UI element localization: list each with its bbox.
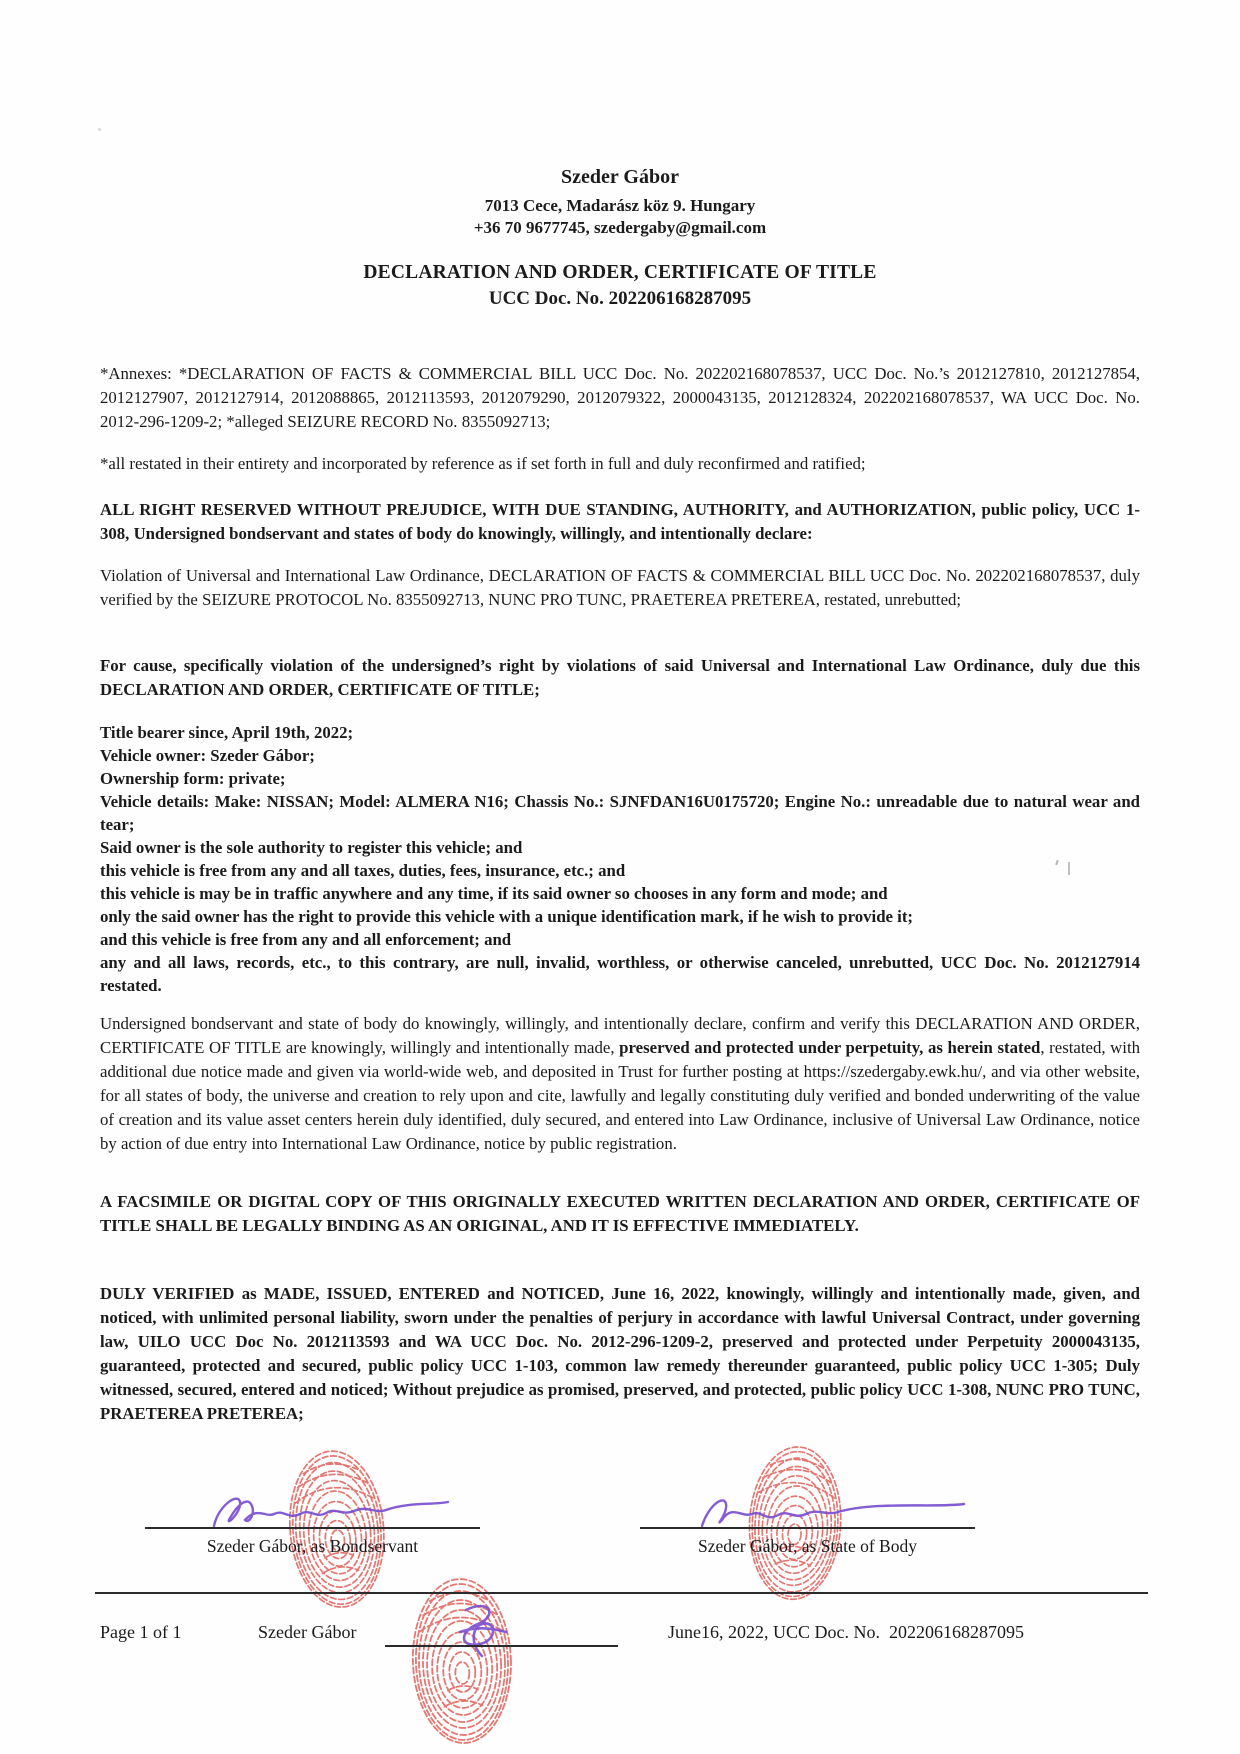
signature-line-bondservant	[145, 1527, 480, 1529]
declaration-list-item: Ownership form: private;	[100, 769, 286, 788]
page-indicator: Page 1 of 1	[100, 1622, 182, 1642]
paragraph-undersigned	[100, 1012, 1140, 1156]
letterhead-name: Szeder Gábor	[561, 166, 679, 188]
paragraph-duly-verified: DULY VERIFIED as MADE, ISSUED, ENTERED and NOTICED, June 16, 2022, knowingly, willingly and intentionally made, given, and noticed, with unlimited personal liability, sworn under the penalties of perjury in accordance with lawful Universal Contract, under governing law, UILO UCC Doc No. 2012113593 and WA UCC Doc. No. 2012-296-1209-2, preserved and protected under Perpetuity 2000043135, guaranteed, protected and secured, public policy UCC 1-103, common law remedy thereunder guaranteed, public policy UCC 1-305; Duly witnessed, secured, entered and noticed; Without prejudice as promised, preserved, and protected, public policy UCC 1-308, NUNC PRO TUNC, PRAETEREA PRETEREA;	[100, 1284, 1140, 1423]
paragraph-undersigned-bold: preserved and protected under perpetuity, as herein stated	[619, 1038, 1041, 1057]
footer-rule	[95, 1592, 1148, 1594]
declaration-list-item: Vehicle details: Make: NISSAN; Model: ALMERA N16; Chassis No.: SJNFDAN16U0175720; Engine No.: unreadable due to natural wear and tear;	[100, 792, 1140, 834]
scan-speck	[98, 128, 101, 131]
footer-signature-line	[385, 1645, 618, 1647]
letterhead-contact: +36 70 9677745, szedergaby@gmail.com	[473, 218, 767, 237]
paragraph-violation: Violation of Universal and International Law Ordinance, DECLARATION OF FACTS & COMMERCIAL BILL UCC Doc. No. 202202168078537, duly verified by the SEIZURE PROTOCOL No. 8355092713, NUNC PRO TUNC, PRAETEREA PRETEREA, restated, unrebutted;	[100, 566, 1140, 609]
declaration-list-item: Said owner is the sole authority to register this vehicle; and	[100, 838, 523, 857]
paragraph-restated-note: *all restated in their entirety and incorporated by reference as if set forth in full and duly reconfirmed and ratified;	[100, 454, 866, 473]
footer-date-doc: June16, 2022, UCC Doc. No. 202206168287095	[668, 1622, 1024, 1642]
declaration-list-item: Vehicle owner: Szeder Gábor;	[100, 746, 315, 765]
document-title: DECLARATION AND ORDER, CERTIFICATE OF TITLE	[363, 262, 877, 283]
signature-initials-bottom	[432, 1598, 532, 1662]
signature-label-bondservant: Szeder Gábor, as Bondservant	[206, 1536, 419, 1556]
declaration-list-item: Title bearer since, April 19th, 2022;	[100, 723, 354, 742]
declaration-list-item: only the said owner has the right to provide this vehicle with a unique identification mark, if he wish to provide it;	[100, 907, 914, 926]
declaration-list-item: this vehicle is may be in traffic anywhere and any time, if its said owner so chooses in any form and mode; and	[100, 884, 888, 903]
paragraph-annexes: *Annexes: *DECLARATION OF FACTS & COMMERCIAL BILL UCC Doc. No. 202202168078537, UCC Doc. No.’s 2012127810, 2012127854, 2012127907, 2012127914, 2012088865, 2012113593, 2012079290, 2012079322, 2000043135, 2012128324, 202202168078537, WA UCC Doc. No. 2012-296-1209-2; *alleged SEIZURE RECORD No. 8355092713;	[100, 364, 1140, 431]
declaration-list-item: and this vehicle is free from any and all enforcement; and	[100, 930, 512, 949]
footer-signer-name: Szeder Gábor	[258, 1622, 357, 1642]
paragraph-undersigned-pre: Undersigned bondservant and state of body do knowingly, willingly, and intentionally declare, confirm and verify this DECLARATION AND ORDER, CERTIFICATE OF TITLE are knowingly, willingly and intentionally made,	[100, 1014, 1140, 1057]
paragraph-facsimile: A FACSIMILE OR DIGITAL COPY OF THIS ORIGINALLY EXECUTED WRITTEN DECLARATION AND ORDER, CERTIFICATE OF TITLE SHALL BE LEGALLY BINDING AS AN ORIGINAL, AND IT IS EFFECTIVE IMMEDIATELY.	[100, 1192, 1140, 1235]
letterhead-address: 7013 Cece, Madarász köz 9. Hungary	[484, 196, 756, 215]
paragraph-undersigned-post: , restated, with additional due notice made and given via world-wide web, and deposited in Trust for further posting at https://szedergaby.ewk.hu/, and via other website, for all states of body, the universe and creation to rely upon and cite, lawfully and legally constituting duly verified and bonded underwriting of the value of creation and its value asset centers herein duly identified, duly secured, and entered into Law Ordinance, inclusive of Universal Law Ordinance, notice by action of due entry into International Law Ordinance, notice by public registration.	[100, 1038, 1141, 1153]
declaration-list-item: this vehicle is free from any and all taxes, duties, fees, insurance, etc.; and	[100, 861, 626, 880]
declaration-list-item: any and all laws, records, etc., to this contrary, are null, invalid, worthless, or otherwise canceled, unrebutted, UCC Doc. No. 2012127914 restated.	[100, 953, 1140, 995]
paragraph-for-cause: For cause, specifically violation of the undersigned’s right by violations of said Universal and International Law Ordinance, duly due this DECLARATION AND ORDER, CERTIFICATE OF TITLE;	[100, 656, 1140, 699]
signature-line-state-of-body	[640, 1527, 975, 1529]
scan-artifact	[1056, 860, 1076, 878]
paragraph-all-rights-reserved: ALL RIGHT RESERVED WITHOUT PREJUDICE, WITH DUE STANDING, AUTHORITY, and AUTHORIZATION, public policy, UCC 1-308, Undersigned bondservant and states of body do knowingly, willingly, and intentionally declare:	[100, 500, 1140, 543]
document-ucc-number: UCC Doc. No. 202206168287095	[488, 288, 752, 309]
declaration-list	[100, 721, 1140, 997]
signature-label-state-of-body: Szeder Gábor, as State of Body	[698, 1536, 917, 1556]
